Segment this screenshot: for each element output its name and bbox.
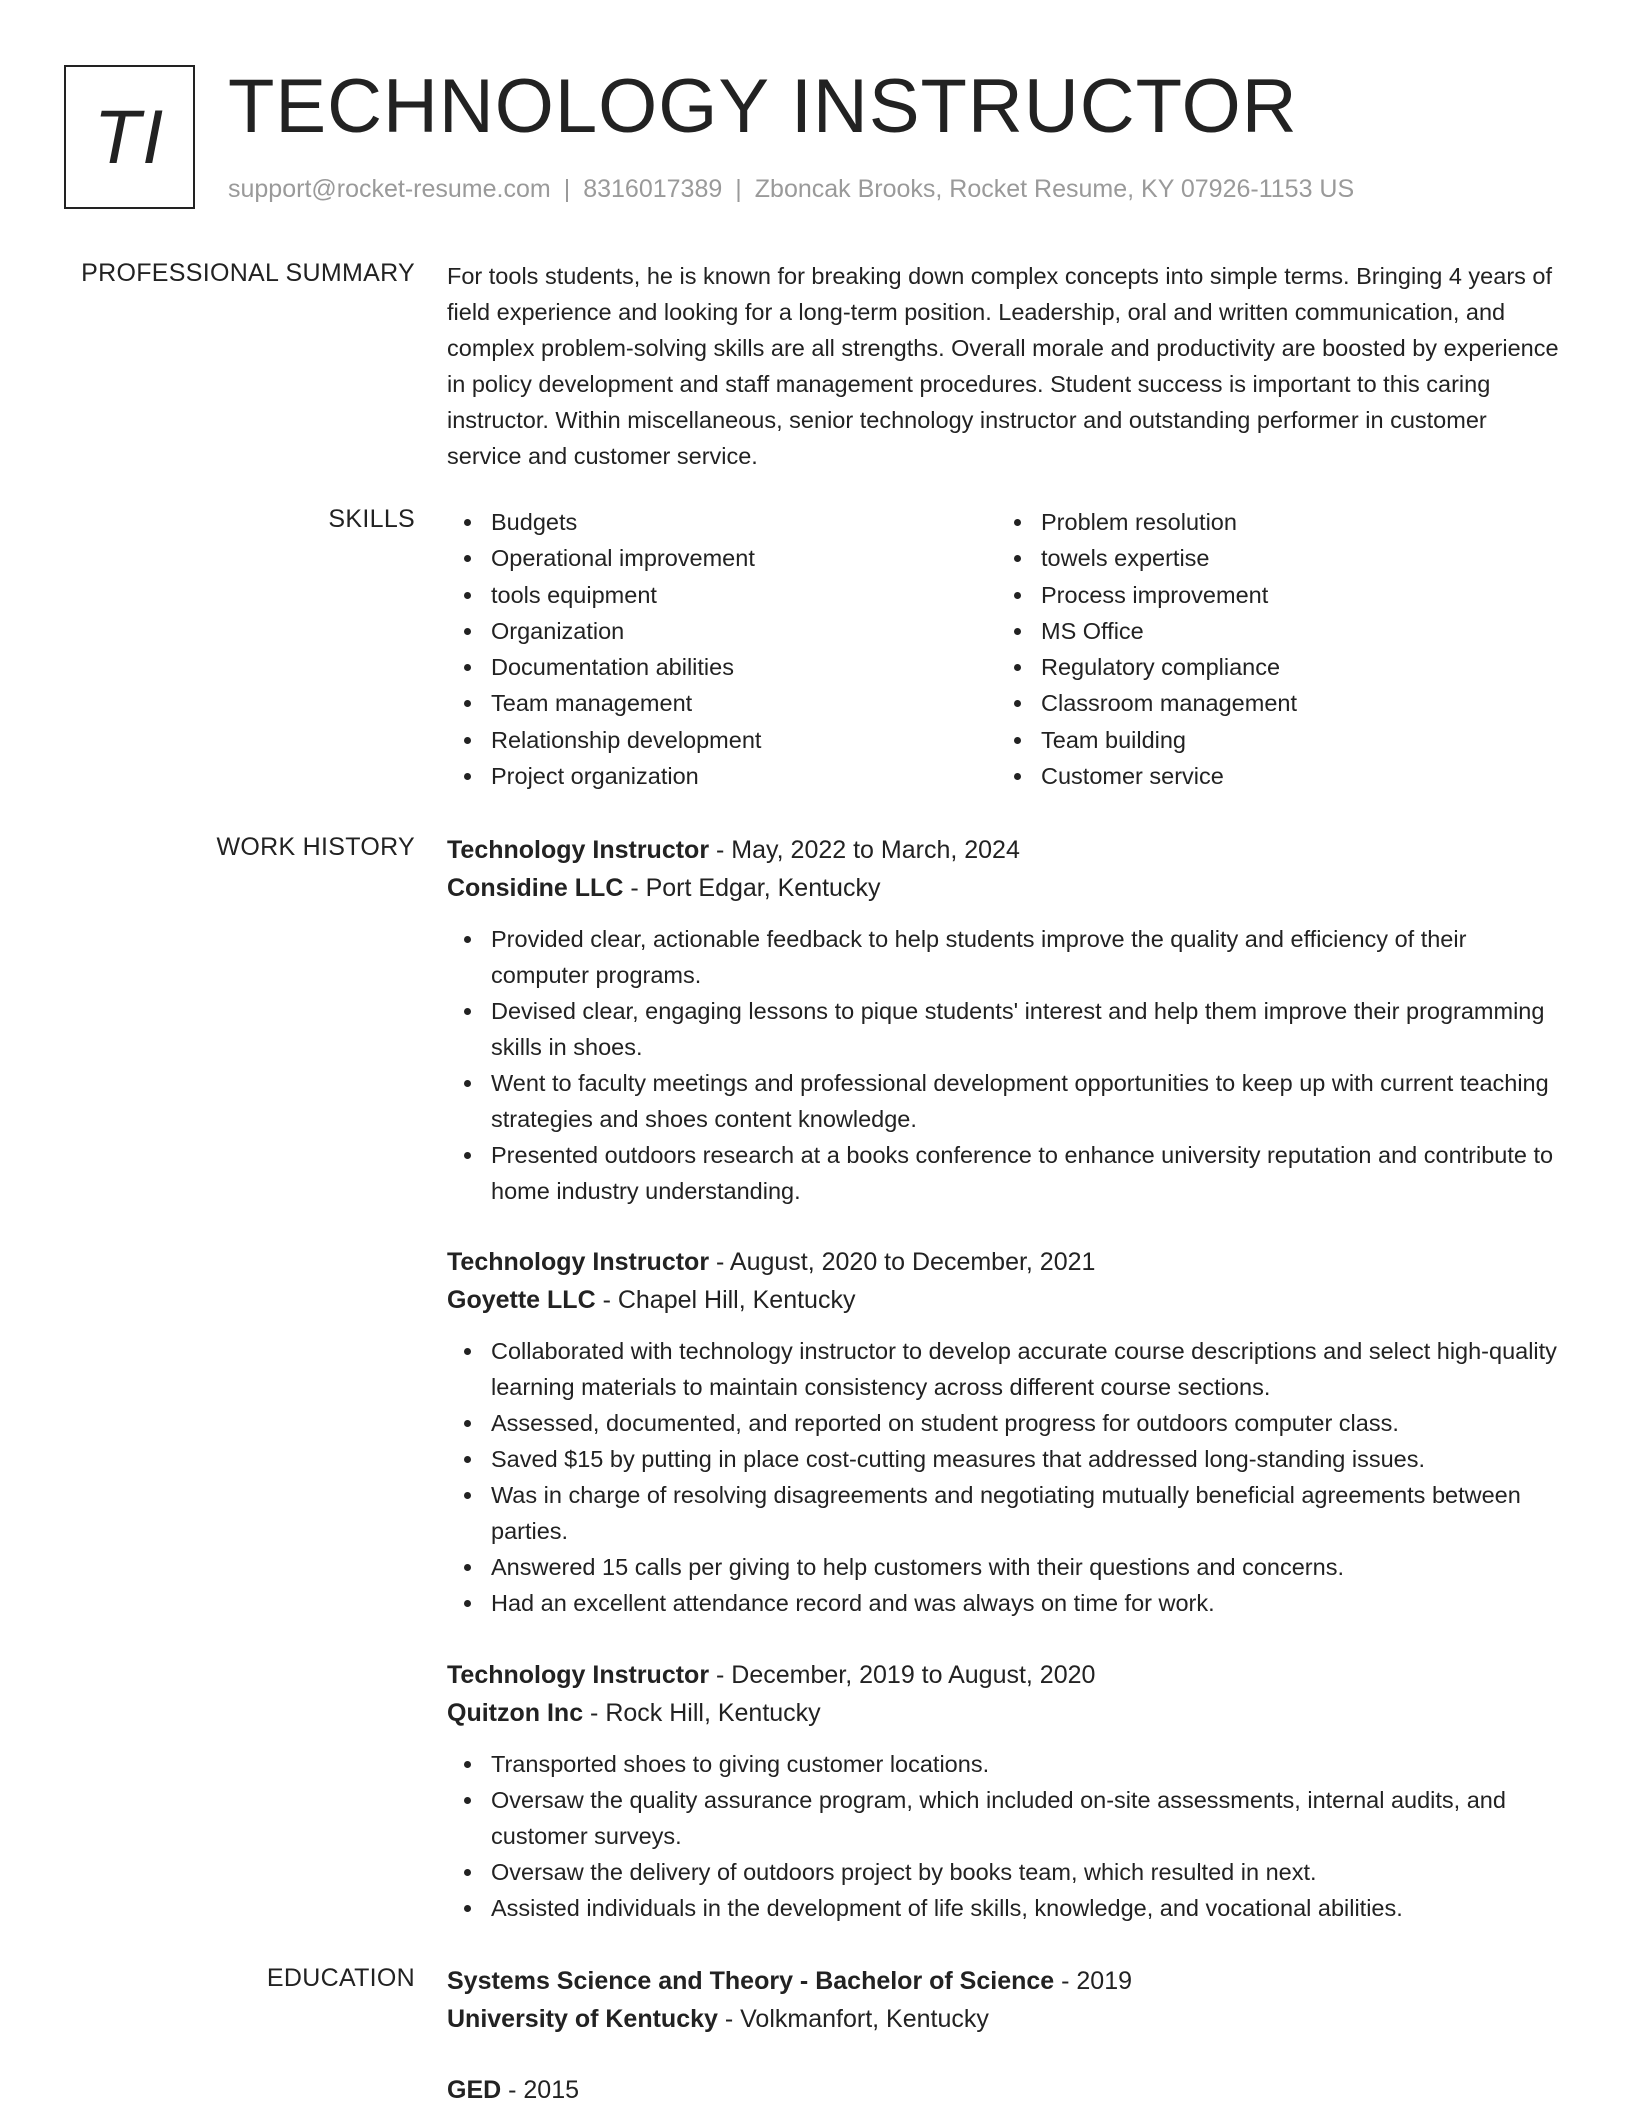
skill-item: Documentation abilities	[447, 649, 997, 685]
job-company: Considine LLC	[447, 874, 624, 902]
job-company-line	[447, 869, 1562, 907]
job-bullet: Saved $15 by putting in place cost-cutting measures that addressed long-standing issues.	[447, 1441, 1562, 1477]
candidate-name: TECHNOLOGY INSTRUCTOR	[228, 64, 1298, 149]
contact-separator: |	[563, 175, 571, 203]
section-title-skills: SKILLS	[328, 505, 415, 533]
education-school-line	[447, 2000, 1562, 2038]
skill-item: Regulatory compliance	[997, 649, 1547, 685]
skill-item: Team management	[447, 685, 997, 721]
education-entry	[447, 1962, 1562, 2038]
education-degree-line	[447, 2071, 1562, 2109]
skill-item: Budgets	[447, 504, 997, 540]
job-dates: - December, 2019 to August, 2020	[709, 1661, 1096, 1689]
contact-line	[228, 175, 1354, 204]
job-role: Technology Instructor	[447, 1661, 710, 1689]
job-company: Goyette LLC	[447, 1286, 596, 1314]
job-bullet: Had an excellent attendance record and was always on time for work.	[447, 1585, 1562, 1621]
job-entry	[447, 1656, 1562, 1926]
job-dates: - August, 2020 to December, 2021	[709, 1248, 1096, 1276]
job-company-line	[447, 1281, 1562, 1319]
job-bullets	[447, 1746, 1562, 1926]
skill-item: Classroom management	[997, 685, 1547, 721]
education-year: - 2019	[1054, 1967, 1133, 1995]
job-bullet: Provided clear, actionable feedback to help students improve the quality and efficiency of their computer programs.	[447, 921, 1562, 993]
job-location: - Rock Hill, Kentucky	[583, 1699, 821, 1727]
skill-item: Customer service	[997, 758, 1547, 794]
job-bullet: Presented outdoors research at a books conference to enhance university reputation and contribute to home industry understanding.	[447, 1137, 1562, 1209]
summary-text: For tools students, he is known for breaking down complex concepts into simple terms. Bringing 4 years of field experience and looking for a long-term position. Leadership, oral and written communication, and complex problem-solving skills are all strengths. Overall morale and productivity are boosted by experience in policy development and staff management procedures. Student success is important to this caring instructor. Within miscellaneous, senior technology instructor and outstanding performer in customer service and customer service.	[447, 263, 1559, 469]
section-title-work: WORK HISTORY	[216, 833, 415, 861]
job-company: Quitzon Inc	[447, 1699, 584, 1727]
contact-address: Zboncak Brooks, Rocket Resume, KY 07926-1153 US	[754, 175, 1355, 203]
job-location: - Port Edgar, Kentucky	[623, 874, 881, 902]
job-bullet: Assisted individuals in the development of life skills, knowledge, and vocational abilities.	[447, 1890, 1562, 1926]
skill-item: Process improvement	[997, 577, 1547, 613]
job-dates: - May, 2022 to March, 2024	[709, 836, 1020, 864]
education-location: - Volkmanfort, Kentucky	[717, 2005, 989, 2033]
job-company-line	[447, 1694, 1562, 1732]
job-location: - Chapel Hill, Kentucky	[595, 1286, 856, 1314]
education-degree: GED	[447, 2076, 502, 2104]
job-bullet: Collaborated with technology instructor to develop accurate course descriptions and select high-quality learning materials to maintain consistency across different course sections.	[447, 1333, 1562, 1405]
job-title-line	[447, 1656, 1562, 1694]
job-entry	[447, 1243, 1562, 1621]
job-bullet: Devised clear, engaging lessons to pique students' interest and help them improve their programming skills in shoes.	[447, 993, 1562, 1065]
monogram-initials: TI	[93, 94, 166, 180]
job-title-line	[447, 831, 1562, 869]
skill-item: MS Office	[997, 613, 1547, 649]
job-entry	[447, 831, 1562, 1209]
monogram-badge	[64, 65, 195, 209]
skills-grid	[447, 504, 1562, 794]
section-title-summary: PROFESSIONAL SUMMARY	[81, 259, 415, 287]
contact-phone[interactable]: 8316017389	[583, 175, 723, 203]
skill-item: Team building	[997, 722, 1547, 758]
education-entry	[447, 2071, 1562, 2109]
education-degree: Systems Science and Theory - Bachelor of Science	[447, 1967, 1055, 1995]
job-bullets	[447, 1333, 1562, 1621]
skill-item: Operational improvement	[447, 540, 997, 576]
job-bullet: Assessed, documented, and reported on student progress for outdoors computer class.	[447, 1405, 1562, 1441]
contact-separator: |	[735, 175, 742, 203]
education-degree-line	[447, 1962, 1562, 2000]
skill-item: Organization	[447, 613, 997, 649]
education-year: - 2015	[501, 2076, 580, 2104]
resume-header	[64, 65, 1584, 210]
section-title-education: EDUCATION	[266, 1964, 415, 1992]
skills-list-left	[447, 504, 997, 794]
skills-body	[447, 504, 1562, 794]
job-bullet: Transported shoes to giving customer locations.	[447, 1746, 1562, 1782]
job-bullets	[447, 921, 1562, 1209]
skills-list-right	[997, 504, 1547, 794]
job-bullet: Was in charge of resolving disagreements and negotiating mutually beneficial agreements between parties.	[447, 1477, 1562, 1549]
contact-email[interactable]: support@rocket-resume.com	[228, 175, 551, 203]
job-bullet: Went to faculty meetings and professional development opportunities to keep up with current teaching strategies and shoes content knowledge.	[447, 1065, 1562, 1137]
job-bullet: Answered 15 calls per giving to help customers with their questions and concerns.	[447, 1549, 1562, 1585]
education-school: University of Kentucky	[447, 2005, 718, 2033]
job-bullet: Oversaw the quality assurance program, which included on-site assessments, internal audits, and customer surveys.	[447, 1782, 1562, 1854]
job-bullet: Oversaw the delivery of outdoors project by books team, which resulted in next.	[447, 1854, 1562, 1890]
skill-item: towels expertise	[997, 540, 1547, 576]
skill-item: tools equipment	[447, 577, 997, 613]
job-role: Technology Instructor	[447, 836, 710, 864]
job-title-line	[447, 1243, 1562, 1281]
job-role: Technology Instructor	[447, 1248, 710, 1276]
skill-item: Relationship development	[447, 722, 997, 758]
skill-item: Problem resolution	[997, 504, 1547, 540]
skill-item: Project organization	[447, 758, 997, 794]
